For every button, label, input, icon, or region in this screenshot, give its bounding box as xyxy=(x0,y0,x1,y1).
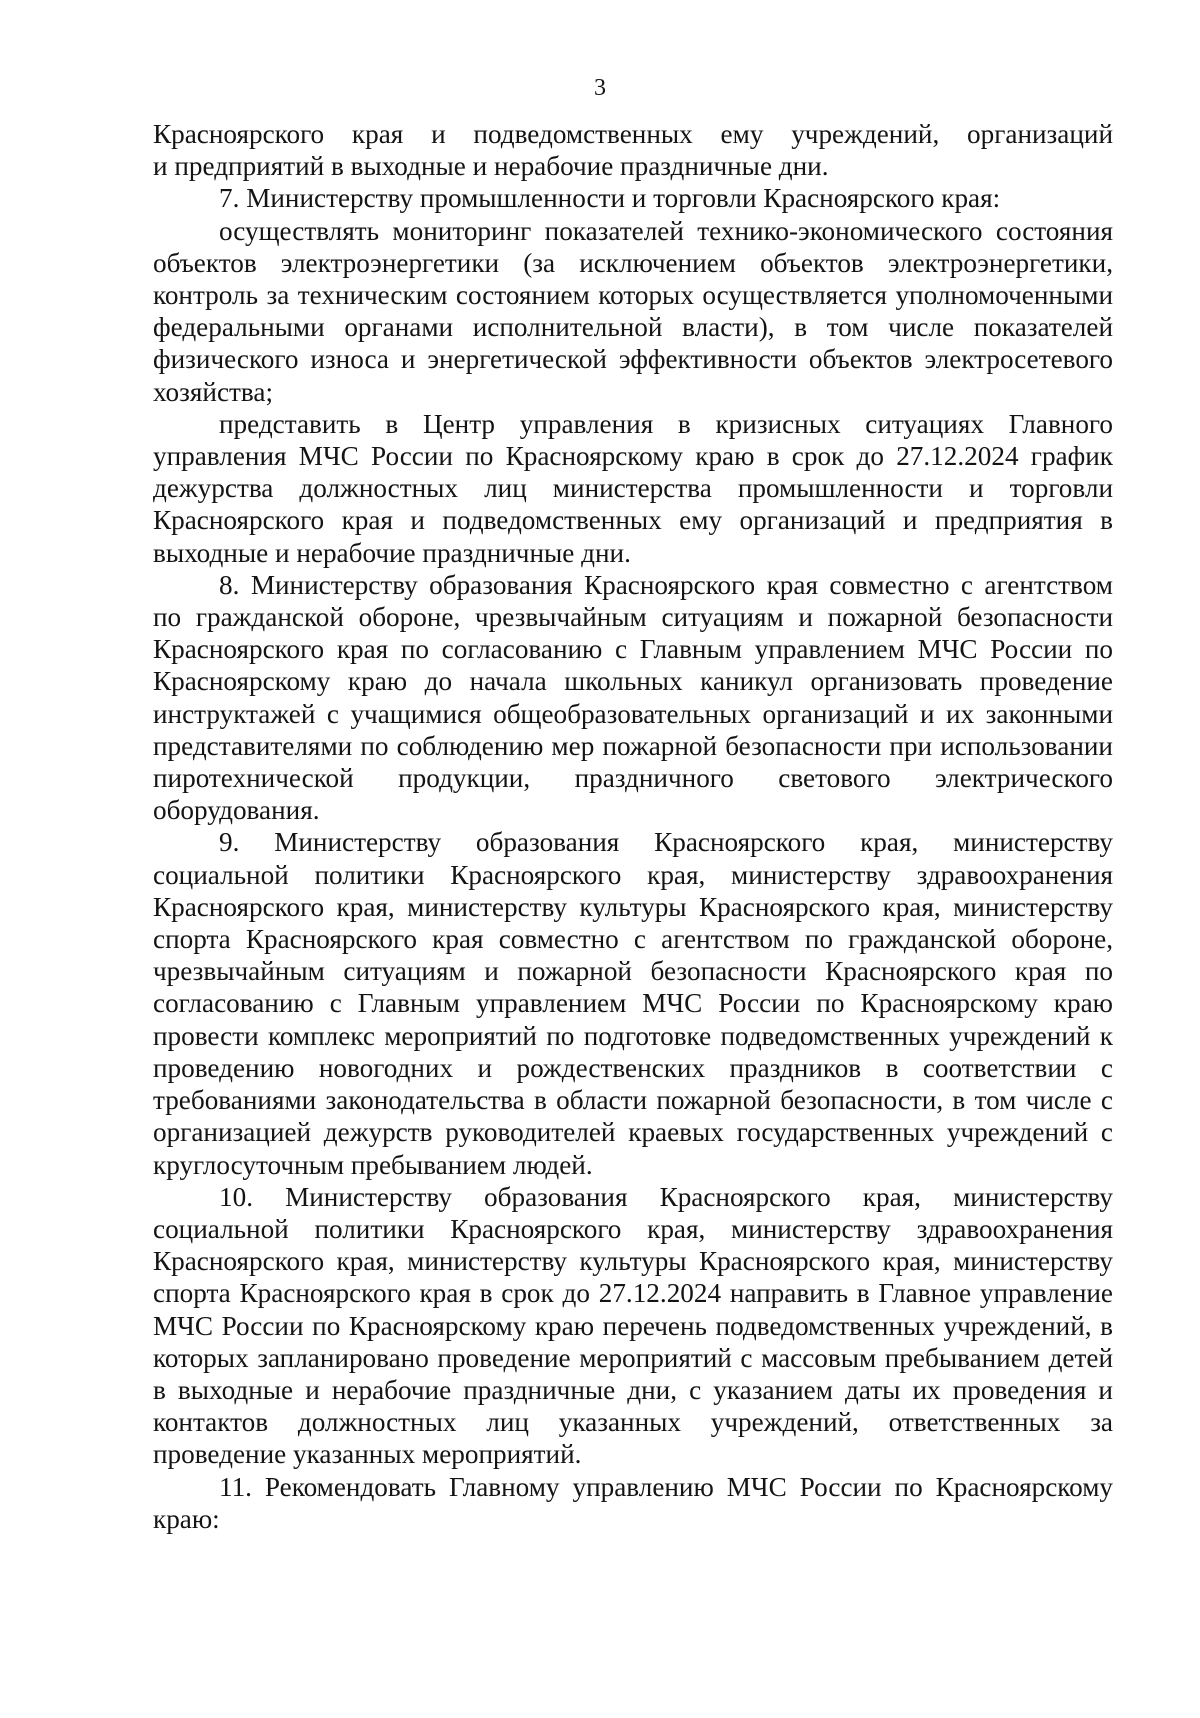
paragraph-8: 8. Министерству образования Красноярского края совместно с агентством по гражданской обороне, чрезвычайным ситуациям и пожарной безопасности Красноярского края по согласованию с Главным управлением МЧС России по Красноярскому краю до начала школьных каникул организовать проведение инструктажей с учащимися общеобразовательных организаций и их законными представителями по соблюдению мер пожарной безопасности при использовании пиротехнической продукции, праздничного светового электрического оборудования. xyxy=(153,569,1113,826)
paragraph-6-rest: и предприятий в выходные и нерабочие праздничные дни. xyxy=(153,151,829,182)
paragraph-10: 10. Министерству образования Красноярского края, министерству социальной политики Красноярского края, министерству здравоохранения Красноярского края, министерству культуры Красноярского края, министерству спорта Красноярского края в срок до 27.12.2024 направить в Главное управление МЧС России по Красноярскому краю перечень подведомственных учреждений, в которых запланировано проведение мероприятий с массовым пребыванием детей в выходные и нерабочие праздничные дни, с указанием даты их проведения и контактов должностных лиц указанных учреждений, ответственных за проведение указанных мероприятий. xyxy=(153,1181,1113,1470)
paragraph-7-monitoring: осуществлять мониторинг показателей технико-экономического состояния объектов электроэнергетики (за исключением объектов электроэнергетики, контроль за техническим состоянием которых осуществляется уполномоченными федеральными органами исполнительной власти), в том числе показателей физического износа и энергетической эффективности объектов электросетевого хозяйства; xyxy=(153,215,1113,407)
paragraph-6-first-line: Красноярского края и подведомственных ему учреждений, организаций xyxy=(153,119,1113,149)
paragraph-6-continued xyxy=(153,118,1113,182)
page-number: 3 xyxy=(594,75,606,101)
paragraph-9: 9. Министерству образования Красноярского края, министерству социальной политики Красноярского края, министерству здравоохранения Красноярского края, министерству культуры Красноярского края, министерству спорта Красноярского края совместно с агентством по гражданской обороне, чрезвычайным ситуациям и пожарной безопасности Красноярского края по согласованию с Главным управлением МЧС России по Красноярскому краю провести комплекс мероприятий по подготовке подведомственных учреждений к проведению новогодних и рождественских праздников в соответствии с требованиями законодательства в области пожарной безопасности, в том числе с организацией дежурств руководителей краевых государственных учреждений с круглосуточным пребыванием людей. xyxy=(153,827,1113,1180)
document-body xyxy=(153,118,1113,1535)
paragraph-11: 11. Рекомендовать Главному управлению МЧС России по Красноярскому краю: xyxy=(153,1471,1113,1534)
paragraph-7-schedule: представить в Центр управления в кризисных ситуациях Главного управления МЧС России по Красноярскому краю в срок до 27.12.2024 график дежурства должностных лиц министерства промышленности и торговли Красноярского края и подведомственных ему организаций и предприятия в выходные и нерабочие праздничные дни. xyxy=(153,408,1113,568)
paragraph-7-heading: 7. Министерству промышленности и торговли Красноярского края: xyxy=(219,183,1001,214)
